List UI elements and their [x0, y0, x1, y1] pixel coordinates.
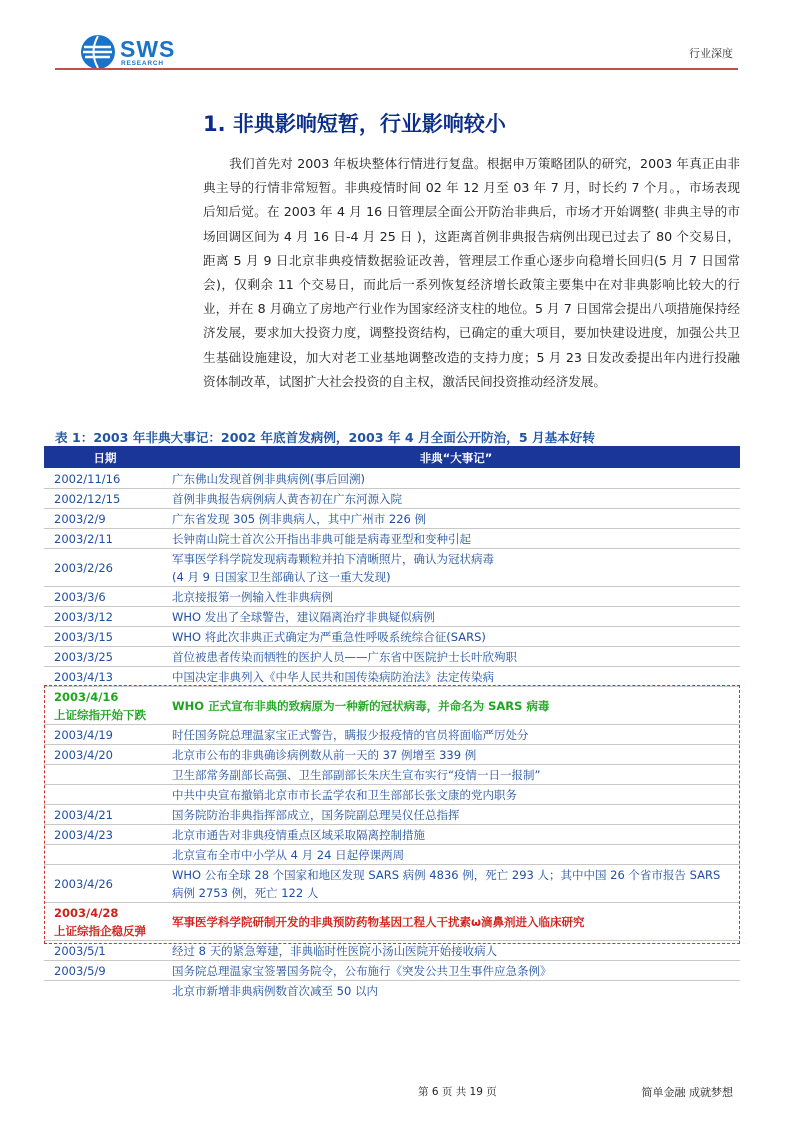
table-row — [44, 509, 740, 529]
row-date-text: 2003/5/9 — [54, 963, 106, 978]
table-row — [44, 765, 740, 785]
row-date — [54, 510, 159, 528]
row-date-note: 上证综指企稳反弹 — [54, 923, 146, 938]
row-event — [172, 786, 732, 804]
row-event-text: 国务院总理温家宝签署国务院令，公布施行《突发公共卫生事件应急条例》 — [172, 963, 552, 978]
row-date-text: 2003/4/20 — [54, 747, 113, 762]
row-date-text: 2002/11/16 — [54, 471, 121, 486]
table-row — [44, 865, 740, 903]
row-event — [172, 697, 732, 715]
row-event-text: 北京接报第一例输入性非典病例 — [172, 589, 333, 604]
row-date — [54, 490, 159, 508]
table-row — [44, 845, 740, 865]
table-row — [44, 469, 740, 489]
row-event — [172, 846, 732, 864]
logo-subtext: RESEARCH — [121, 60, 164, 67]
row-date — [54, 668, 159, 686]
logo-text: SWS — [120, 36, 176, 62]
table-row — [44, 805, 740, 825]
row-event — [172, 628, 732, 646]
row-date — [54, 826, 159, 844]
row-date — [54, 962, 159, 980]
row-date — [54, 559, 159, 577]
table-row — [44, 529, 740, 549]
row-event — [172, 648, 732, 666]
row-event-text: 广东省发现 305 例非典病人，其中广州市 226 例 — [172, 511, 427, 526]
row-event — [172, 668, 732, 686]
row-event — [172, 530, 732, 548]
table-row — [44, 489, 740, 509]
table-row — [44, 725, 740, 745]
row-date-text: 2003/4/28 — [54, 905, 119, 920]
sws-logo — [80, 34, 190, 70]
row-date — [54, 942, 159, 960]
row-date-text: 2003/3/15 — [54, 629, 113, 644]
row-event — [172, 470, 732, 488]
row-event-text: WHO 正式宣布非典的致病原为一种新的冠状病毒，并命名为 SARS 病毒 — [172, 698, 550, 713]
table-row — [44, 667, 740, 687]
table-row — [44, 587, 740, 607]
row-event — [172, 490, 732, 508]
row-event-text: 北京市通告对非典疫情重点区域采取隔离控制措施 — [172, 827, 425, 842]
row-event — [172, 866, 732, 902]
section-title: 1. 非典影响短暂，行业影响较小 — [203, 112, 506, 136]
row-date — [54, 608, 159, 626]
row-date — [54, 530, 159, 548]
table-row — [44, 825, 740, 845]
page-number: 第 6 页 共 19 页 — [418, 1086, 497, 1098]
row-event-text: 中国决定非典列入《中华人民共和国传染病防治法》法定传染病 — [172, 669, 494, 684]
row-date-text: 2003/3/12 — [54, 609, 113, 624]
row-event — [172, 550, 732, 586]
row-date-text: 2003/4/19 — [54, 727, 113, 742]
row-event — [172, 588, 732, 606]
row-date-text: 2003/5/1 — [54, 943, 106, 958]
row-event — [172, 726, 732, 744]
row-event-text: 国务院防治非典指挥部成立，国务院副总理吴仪任总指挥 — [172, 807, 460, 822]
row-event-text: 军事医学科学院发现病毒颗粒并拍下清晰照片，确认为冠状病毒 — [172, 551, 494, 566]
row-date-text: 2003/3/25 — [54, 649, 113, 664]
table-row — [44, 607, 740, 627]
row-date — [54, 904, 159, 940]
column-header-date: 日期 — [93, 451, 117, 465]
body-paragraph-text: 我们首先对 2003 年板块整体行情进行复盘。根据申万策略团队的研究，2003 年真正由非典主导的行情非常短暂。非典疫情时间 02 年 12 月至 03 年 7 月，时长约 7 个月。，市场表现后知后觉。在 2003 年 4 月 16 日管理层全面公开防治非典后，市场才开始调整( 非典主导的市场回调区间为 4 月 16 日-4 月 25 日 )，这距离首例非典报告病例出现已过去了 80 个交易日，距离 5 月 9 日北京非典疫情数据验证改善，管理层工作重心逐步向稳增长回归(5 月 7 日国常会)，仅剩余 11 个交易日，而此后一系列恢复经济增长政策主要集中在对非典影响比较大的行业，并在 8 月确立了房地产行业作为国家经济支柱的地位。5 月 7 日国常会提出八项措施保持经济发展，要求加大投资力度，调整投资结构，已确定的重大项目，要加快建设进度，加强公共卫生基础设施建设，加大对老工业基地调整改造的支持力度；5 月 23 日发改委提出年内进行投融资体制改革，试图扩大社会投资的自主权，激活民间投资推动经济发展。 — [203, 156, 740, 389]
row-date-text: 2003/2/26 — [54, 560, 113, 575]
row-event — [172, 913, 732, 931]
table-row — [44, 745, 740, 765]
row-date-text: 2003/2/9 — [54, 511, 106, 526]
row-event-text: 长钟南山院士首次公开指出非典可能是病毒亚型和变种引起 — [172, 531, 471, 546]
row-event-text: 军事医学科学院研制开发的非典预防药物基因工程人干扰素ω滴鼻剂进入临床研究 — [172, 914, 585, 929]
row-event-text: 首例非典报告病例病人黄杏初在广东河源入院 — [172, 491, 402, 506]
column-header-event: 非典“大事记” — [419, 451, 493, 465]
body-paragraph — [203, 152, 740, 394]
row-date — [54, 746, 159, 764]
table-row — [44, 941, 740, 961]
row-date-text: 2003/2/11 — [54, 531, 113, 546]
table-row — [44, 961, 740, 981]
row-event — [172, 608, 732, 626]
row-date-text: 2003/4/21 — [54, 807, 113, 822]
row-date-text: 2003/4/23 — [54, 827, 113, 842]
row-event-text: 首位被患者传染而牺牲的医护人员——广东省中医院护士长叶欣殉职 — [172, 649, 517, 664]
row-event — [172, 962, 732, 980]
globe-icon — [80, 34, 116, 70]
row-event — [172, 510, 732, 528]
row-event-text: WHO 将此次非典正式确定为严重急性呼吸系统综合征(SARS) — [172, 629, 486, 644]
row-event-text: 经过 8 天的紧急筹建，非典临时性医院小汤山医院开始接收病人 — [172, 943, 498, 958]
table-row — [44, 549, 740, 587]
table-row — [44, 627, 740, 647]
table-row — [44, 785, 740, 805]
row-date — [54, 588, 159, 606]
row-event-text: 卫生部常务副部长高强、卫生部副部长朱庆生宣布实行“疫情一日一报制” — [172, 767, 541, 782]
table-row — [44, 981, 740, 1000]
row-date — [54, 875, 159, 893]
row-date — [54, 726, 159, 744]
row-date — [54, 648, 159, 666]
row-event-text: WHO 公布全球 28 个国家和地区发现 SARS 病例 4836 例，死亡 293 人；其中中国 26 个省市报告 SARS — [172, 867, 721, 882]
row-event-text: 时任国务院总理温家宝正式警告，瞒报少报疫情的官员将面临严厉处分 — [172, 727, 529, 742]
row-event-text-cont: 病例 2753 例，死亡 122 人 — [172, 885, 319, 900]
row-event-text: 广东佛山发现首例非典病例(事后回溯) — [172, 471, 365, 486]
row-date — [54, 806, 159, 824]
table-row — [44, 687, 740, 725]
row-event — [172, 746, 732, 764]
row-event — [172, 942, 732, 960]
table-row — [44, 903, 740, 941]
row-date — [54, 688, 159, 724]
row-date — [54, 470, 159, 488]
row-date — [54, 628, 159, 646]
row-date-text: 2003/4/13 — [54, 669, 113, 684]
row-event-text: 北京市公布的非典确诊病例数从前一天的 37 例增至 339 例 — [172, 747, 477, 762]
table-caption: 表 1：2003 年非典大事记：2002 年底首发病例，2003 年 4 月全面公开防治，5 月基本好转 — [55, 430, 595, 445]
row-event-text: 北京市新增非典病例数首次减至 50 以内 — [172, 983, 378, 998]
header-divider — [55, 68, 738, 70]
row-event-text-cont: (4 月 9 日国家卫生部确认了这一重大发现) — [172, 569, 391, 584]
row-event-text: 中共中央宣布撤销北京市市长孟学农和卫生部部长张文康的党内职务 — [172, 787, 517, 802]
row-event — [172, 806, 732, 824]
row-event — [172, 766, 732, 784]
row-event-text: 北京宣布全市中小学从 4 月 24 日起停课两周 — [172, 847, 405, 862]
row-date-text: 2003/4/16 — [54, 689, 119, 704]
row-event — [172, 982, 732, 1000]
row-date-text: 2003/3/6 — [54, 589, 106, 604]
row-date-text: 2003/4/26 — [54, 876, 113, 891]
row-date-text: 2002/12/15 — [54, 491, 121, 506]
footer-slogan: 简单金融 成就梦想 — [641, 1086, 733, 1099]
row-event-text: WHO 发出了全球警告，建议隔离治疗非典疑似病例 — [172, 609, 435, 624]
table-header — [44, 446, 740, 468]
row-date-note: 上证综指开始下跌 — [54, 707, 146, 722]
row-event — [172, 826, 732, 844]
report-category: 行业深度 — [689, 47, 733, 60]
table-row — [44, 647, 740, 667]
